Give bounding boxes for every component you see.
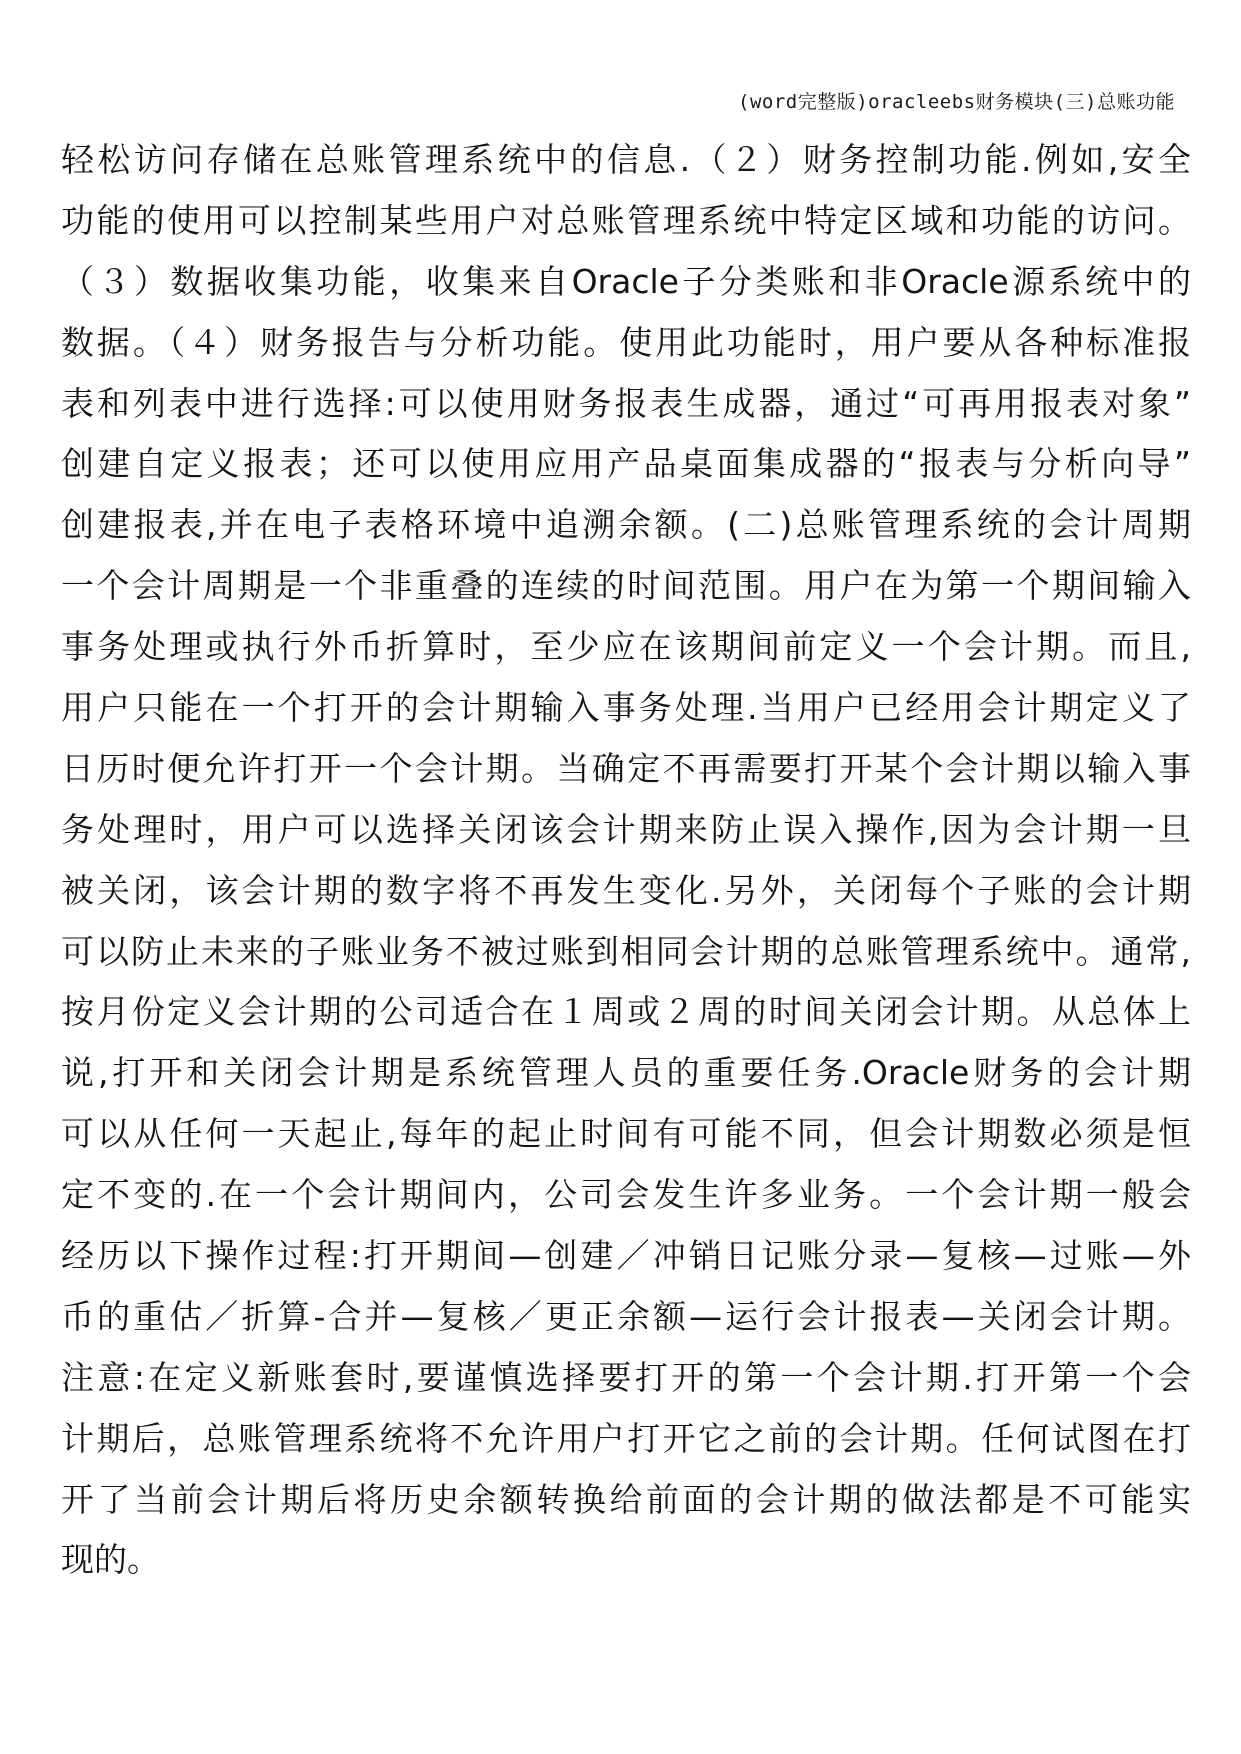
- text-line-3: （３）数据收集功能，收集来自Oracle子分类账和非Oracle源系统中的: [61, 261, 1191, 301]
- text-line-21: 注意:在定义新账套时,要谨慎选择要打开的第一个会计期.打开第一个会: [61, 1357, 1191, 1397]
- text-line-12: 务处理时，用户可以选择关闭该会计期来防止误入操作,因为会计期一旦: [61, 809, 1191, 849]
- text-line-20: 币的重估／折算-合并—复核／更正余额—运行会计报表—关闭会计期。: [61, 1296, 1191, 1336]
- text-line-22: 计期后，总账管理系统将不允许用户打开它之前的会计期。任何试图在打: [61, 1418, 1191, 1458]
- text-line-9: 事务处理或执行外币折算时，至少应在该期间前定义一个会计期。而且,: [61, 627, 1191, 667]
- text-line-2: 功能的使用可以控制某些用户对总账管理系统中特定区域和功能的访问。: [61, 200, 1191, 240]
- text-line-8: 一个会计周期是一个非重叠的连续的时间范围。用户在为第一个期间输入: [61, 566, 1191, 606]
- text-line-16: 说,打开和关闭会计期是系统管理人员的重要任务.Oracle财务的会计期: [61, 1053, 1191, 1093]
- text-line-13: 被关闭，该会计期的数字将不再发生变化.另外，关闭每个子账的会计期: [61, 870, 1191, 910]
- text-line-11: 日历时便允许打开一个会计期。当确定不再需要打开某个会计期以输入事: [61, 748, 1191, 788]
- text-line-14: 可以防止未来的子账业务不被过账到相同会计期的总账管理系统中。通常,: [61, 931, 1191, 971]
- text-line-19: 经历以下操作过程:打开期间—创建／冲销日记账分录—复核—过账—外: [61, 1236, 1191, 1276]
- text-line-18: 定不变的.在一个会计期间内，公司会发生许多业务。一个会计期一般会: [61, 1175, 1191, 1215]
- text-line-15: 按月份定义会计期的公司适合在１周或２周的时间关闭会计期。从总体上: [61, 992, 1191, 1032]
- text-line-23: 开了当前会计期后将历史余额转换给前面的会计期的做法都是不可能实: [61, 1479, 1191, 1519]
- text-line-24: 现的。: [61, 1540, 160, 1580]
- body-paragraph: [61, 130, 1191, 1591]
- page-header-title: (word完整版)oracleebs财务模块(三)总账功能: [738, 91, 1175, 113]
- text-line-7: 创建报表,并在电子表格环境中追溯余额。(二)总账管理系统的会计周期: [61, 505, 1191, 545]
- text-line-4: 数据。（４）财务报告与分析功能。使用此功能时，用户要从各种标准报: [61, 322, 1191, 362]
- text-line-1: 轻松访问存储在总账管理系统中的信息.（２）财务控制功能.例如,安全: [61, 140, 1191, 179]
- text-line-6: 创建自定义报表；还可以使用应用产品桌面集成器的“报表与分析向导”: [61, 444, 1191, 484]
- text-line-10: 用户只能在一个打开的会计期输入事务处理.当用户已经用会计期定义了: [61, 688, 1191, 728]
- text-line-5: 表和列表中进行选择:可以使用财务报表生成器，通过“可再用报表对象”: [61, 383, 1191, 423]
- text-line-17: 可以从任何一天起止,每年的起止时间有可能不同，但会计期数必须是恒: [61, 1114, 1191, 1154]
